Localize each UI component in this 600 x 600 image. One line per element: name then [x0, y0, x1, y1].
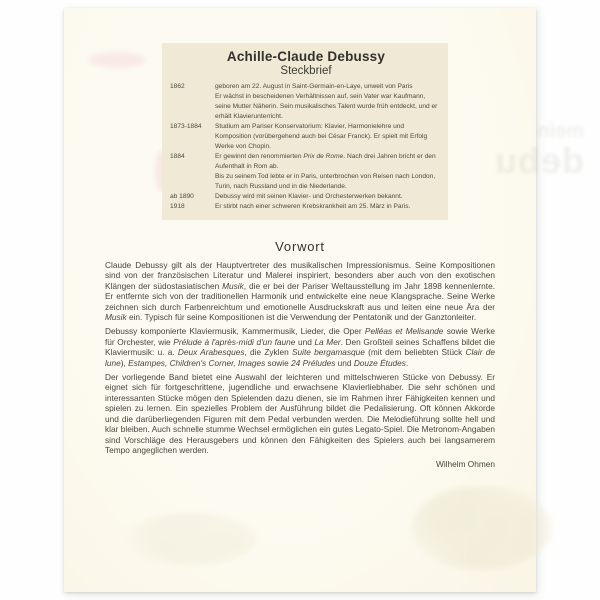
timeline-text: [215, 202, 442, 212]
vorwort-section: [105, 240, 495, 469]
timeline-text: [215, 122, 442, 152]
timeline-row: [170, 122, 442, 152]
timeline-text-block: [215, 192, 442, 202]
vorwort-paragraph: [105, 326, 495, 368]
text-run: Bis zu seinem Tod lebte er in Paris, unterbrochen von Reisen nach London, Turin, nach Russland und in die Niederlande.: [215, 173, 436, 190]
text-run: ein. Typisch für seine Kompositionen ist die Verwendung der Pentatonik und der Ganztonleiter.: [126, 312, 477, 323]
text-run: Er wächst in bescheidenen Verhältnissen auf, sein Vater war Kaufmann, seine Mutter Näherin. Sein musikalisches Talent wurde früh entdeckt, und er erhält Klavierunterricht.: [215, 93, 438, 120]
italic-run: Musik: [105, 312, 127, 323]
timeline-text-block: [215, 92, 442, 122]
text-run: Er stirbt nach einer schweren Krebskrankheit am 25. März in Paris.: [215, 203, 411, 210]
text-run: Debussy wird mit seinen Klavier- und Orchesterwerken bekannt.: [215, 193, 403, 200]
text-run: Studium am Pariser Konservatorium: Klavier, Harmonielehre und Komposition (vorübergehend auch bei César Franck). Er spielt mit Erfolg Werke von Chopin.: [215, 123, 428, 150]
timeline-year: ab 1890: [170, 193, 194, 200]
italic-run: Pelléas et Melisande: [364, 326, 444, 337]
bleedthrough-smudge-bottom-right: [412, 486, 552, 570]
timeline-text: [215, 82, 442, 122]
vorwort-paragraph: [105, 372, 495, 455]
text-run: , die er bei der Pariser Weltausstellung im Jahr 1898 kennenlernte. Er entfernte sich von der traditionellen Harmonik und entwickelte eine neue Klangsprache. Seine Werke zeichnen sich durch Farbenreichtum und emotionelle Ausdruckskraft aus und leiten eine neue Ära der: [105, 280, 496, 312]
bleedthrough-ghost-line-large: debu: [494, 140, 584, 181]
italic-run: Deux Arabesques: [177, 347, 245, 358]
timeline-text-block: [215, 202, 442, 212]
text-run: geboren am 22. August in Saint-Germain-en-Laye, unweit von Paris: [215, 83, 413, 90]
vorwort-heading: Vorwort: [275, 239, 325, 254]
italic-run: Douze Études: [353, 357, 406, 368]
text-run: ),: [120, 357, 129, 368]
text-run: Er gewinnt den renommierten: [215, 153, 304, 160]
timeline-text: [215, 152, 442, 192]
italic-run: La Mer: [314, 336, 341, 347]
text-run: und: [335, 357, 354, 368]
text-run: Der vorliegende Band bietet eine Auswahl der leichteren und mittelschweren Stücke von Debussy. Er eignet sich für fortgeschrittene, jugendliche und erwachsene Klavierliebhaber. Die sehr schönen und interessanten Stücke mögen den Spielenden dazu dienen, sie im Rahmen ihrer Fähigkeiten kennen und spielen zu lernen. Ein spezielles Problem der Ausführung bildet die Pedalisierung. Oft können Akkorde und die darüberliegenden Figuren mit dem Pedal verbunden werden. Die Melodieführung sollte hell und klar bleiben. Auch schnelle stumme Wechsel ermöglichen ein gutes Legato-Spiel. Die Metronom-Angaben sind Vorschläge des Herausgebers und können den Fähigkeiten des Spielers auch bei langsamerem Tempo angeglichen werden.: [105, 372, 495, 455]
timeline: [170, 82, 442, 212]
bleedthrough-smudge-bottom-left: [126, 513, 256, 565]
vorwort-paragraphs: [105, 260, 495, 455]
author-signature: Wilhelm Ohmen: [435, 459, 495, 470]
text-run: . Nach drei Jahren bricht er den Aufenthalt in Rom ab.: [215, 153, 436, 170]
timeline-row: [170, 202, 442, 212]
timeline-year: 1918: [170, 203, 185, 210]
timeline-year: 1873-1884: [170, 123, 202, 130]
italic-run: Estampes, Children's Corner, Images: [128, 357, 266, 368]
bleedthrough-smudge-top-left: [88, 52, 146, 68]
italic-run: Prélude à l'après-midi d'un faune: [173, 336, 296, 347]
timeline-text-block: [215, 122, 442, 152]
text-run: (mit dem beliebten Stück: [364, 347, 466, 358]
timeline-year: 1862: [170, 83, 185, 90]
text-run: sowie Werke für Orchester, wie: [105, 326, 495, 347]
text-run: , die Zyklen: [244, 347, 292, 358]
book-page: [64, 8, 584, 592]
vorwort-paragraph: [105, 260, 495, 322]
steckbrief-box: [162, 43, 448, 220]
text-run: Claude Debussy gilt als der Hauptvertreter des musikalischen Impressionismus. Seine Kompositionen sind von der französischen Literatur und Malerei inspiriert, besonders aber auch von den exotischen Klängen der südostasiatischen: [105, 260, 495, 291]
italic-run: Clair de lune: [105, 347, 495, 368]
timeline-row: [170, 192, 442, 202]
timeline-text: [215, 192, 442, 202]
text-run: und: [295, 336, 315, 347]
steckbrief-subtitle: Steckbrief: [280, 65, 332, 77]
timeline-text-block: [215, 152, 442, 172]
page-title: Achille-Claude Debussy: [226, 49, 386, 64]
italic-run: 24 Préludes: [291, 357, 336, 368]
italic-run: Suite bergamasque: [292, 347, 365, 358]
bleedthrough-ghost-line-small: mein: [537, 120, 584, 142]
timeline-text-block: [215, 172, 442, 192]
timeline-row: [170, 152, 442, 192]
italic-run: Musik: [222, 280, 244, 291]
text-run: . Den Großteil seines Schaffens bildet die Klaviermusik: u. a.: [105, 336, 496, 358]
italic-run: Prix de Rome: [303, 153, 344, 160]
timeline-row: [170, 82, 442, 122]
text-run: .: [405, 357, 409, 368]
timeline-text-block: [215, 82, 442, 92]
timeline-year: 1884: [170, 153, 185, 160]
text-run: Debussy komponierte Klaviermusik, Kammermusik, Lieder, die Oper: [105, 326, 365, 337]
text-run: sowie: [265, 357, 292, 368]
